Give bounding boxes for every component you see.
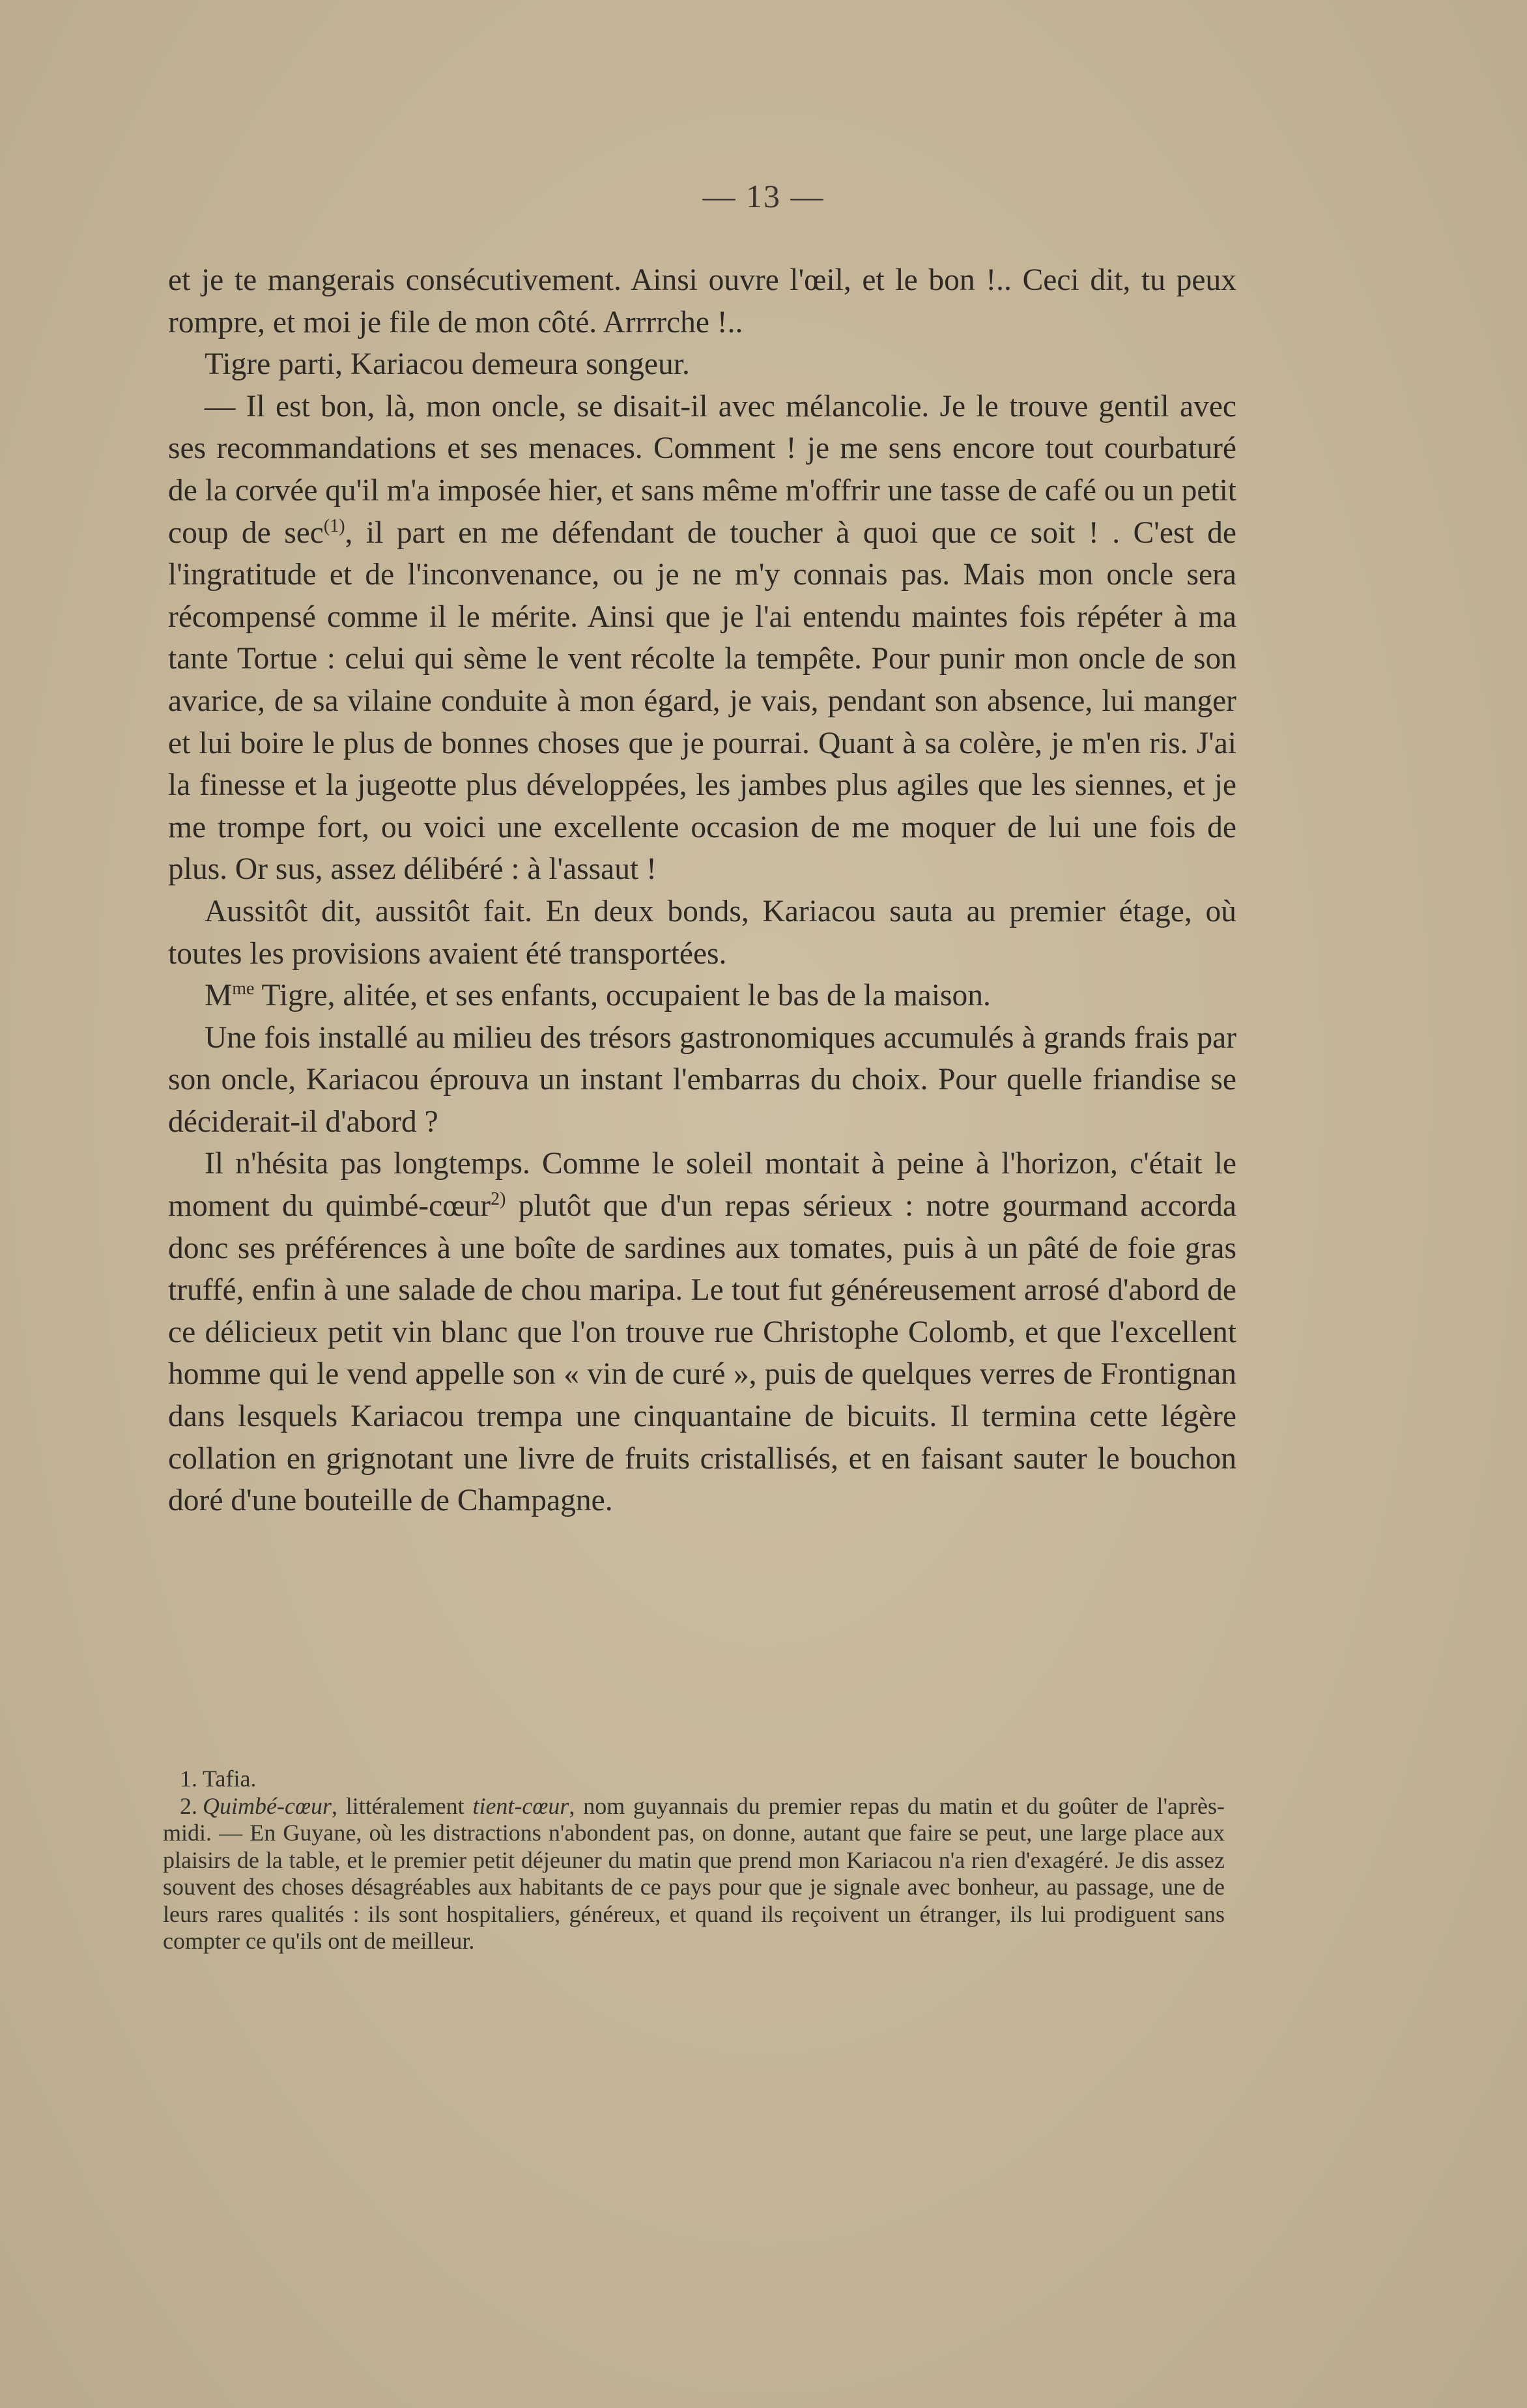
text-run: Tigre, alitée, et ses enfants, occupaient le bas de la maison.: [254, 979, 991, 1013]
paragraph: Aussitôt dit, aussitôt fait. En deux bonds, Kariacou sauta au premier étage, où toutes les provisions avaient été transportées.: [168, 894, 1236, 971]
paragraph: Tigre parti, Kariacou demeura songeur.: [205, 347, 690, 382]
footnotes: [163, 1766, 1225, 1955]
page-number: — 13 —: [702, 178, 825, 214]
footnote: [163, 1793, 1225, 1955]
footnote-term: Quimbé-cœur: [203, 1792, 332, 1819]
paragraph: [168, 1143, 1236, 1521]
footnote-gloss: tient-cœur: [472, 1792, 569, 1819]
footnote-text: , nom guyannais du premier repas du matin et du goûter de l'après-midi. — En Guyane, où les distractions n'abondent pas, on donne, autant que faire se peut, une large place aux plaisirs de la table, et le premier petit déjeuner du matin que prend mon Kariacou n'a rien d'exagéré. Je dis assez souvent des choses désagréables aux habitants de ce pays pour que je signale avec bonheur, au passage, une de leurs rares qualités : ils sont hospitaliers, généreux, et quand ils reçoivent un étranger, ils lui prodiguent sans compter ce qu'ils ont de meilleur.: [163, 1792, 1225, 1954]
body-text: [168, 259, 1236, 1522]
footnote: [163, 1766, 1225, 1793]
paragraph: [168, 386, 1236, 891]
footnote-ref: (1): [323, 515, 345, 536]
footnote-mark: 2.: [180, 1792, 197, 1819]
text-run: — Il est bon, là, mon oncle, se disait-il avec mélancolie. Je le trouve gentil avec ses recommandations et ses menaces. Comment ! je me sens encore tout courbaturé de la corvée qu'il m'a imposée hier, et sans même m'offrir une tasse de café ou un petit coup de sec: [168, 389, 1236, 550]
paragraph: et je te mangerais consécutivement. Ainsi ouvre l'œil, et le bon !.. Ceci dit, tu peux rompre, et moi je file de mon côté. Arrrrche !..: [168, 263, 1236, 339]
text-run: Il n'hésita pas longtemps. Comme le soleil montait à peine à l'horizon, c'était le moment du quimbé-cœur: [168, 1147, 1236, 1224]
text-run: , littéralement: [331, 1792, 473, 1819]
paragraph: [168, 975, 1236, 1017]
superscript: me: [232, 979, 255, 999]
text-run: , il part en me défendant de toucher à quoi que ce soit ! . C'est de l'ingratitude et de l'inconvenance, ou je ne m'y connais pas. Mais mon oncle sera récompensé comme il le mérite. Ainsi que je l'ai entendu maintes fois répéter à ma tante Tortue : celui qui sème le vent récolte la tempête. Pour punir mon oncle de son avarice, de sa vilaine conduite à mon égard, je vais, pendant son absence, lui manger et lui boire le plus de bonnes choses que je pourrai. Quant à sa colère, je m'en ris. J'ai la finesse et la jugeotte plus développées, les jambes plus agiles que les siennes, et je me trompe fort, ou voici une excellente occasion de me moquer de lui une fois de plus. Or sus, assez délibéré : à l'assaut !: [168, 515, 1236, 887]
footnote-ref: 2): [491, 1189, 506, 1210]
paragraph: Une fois installé au milieu des trésors gastronomiques accumulés à grands frais par son oncle, Kariacou éprouva un instant l'embarras du choix. Pour quelle friandise se déciderait-il d'abord ?: [168, 1020, 1236, 1139]
text-run: plutôt que d'un repas sérieux : notre gourmand accorda donc ses préférences à une boîte de sardines aux tomates, puis à un pâté de foie gras truffé, enfin à une salade de chou maripa. Le tout fut généreusement arrosé d'abord de ce délicieux petit vin blanc que l'on trouve rue Christophe Colomb, et que l'excellent homme qui le vend appelle son « vin de curé », puis de quelques verres de Frontignan dans lesquels Kariacou trempa une cinquantaine de bicuits. Il termina cette légère collation en grignotant une livre de fruits cristallisés, et en faisant sauter le bouchon doré d'une bouteille de Champagne.: [168, 1189, 1236, 1518]
footnote-text: Tafia.: [203, 1766, 257, 1792]
text-run: M: [205, 979, 233, 1013]
footnote-mark: 1.: [180, 1766, 197, 1792]
